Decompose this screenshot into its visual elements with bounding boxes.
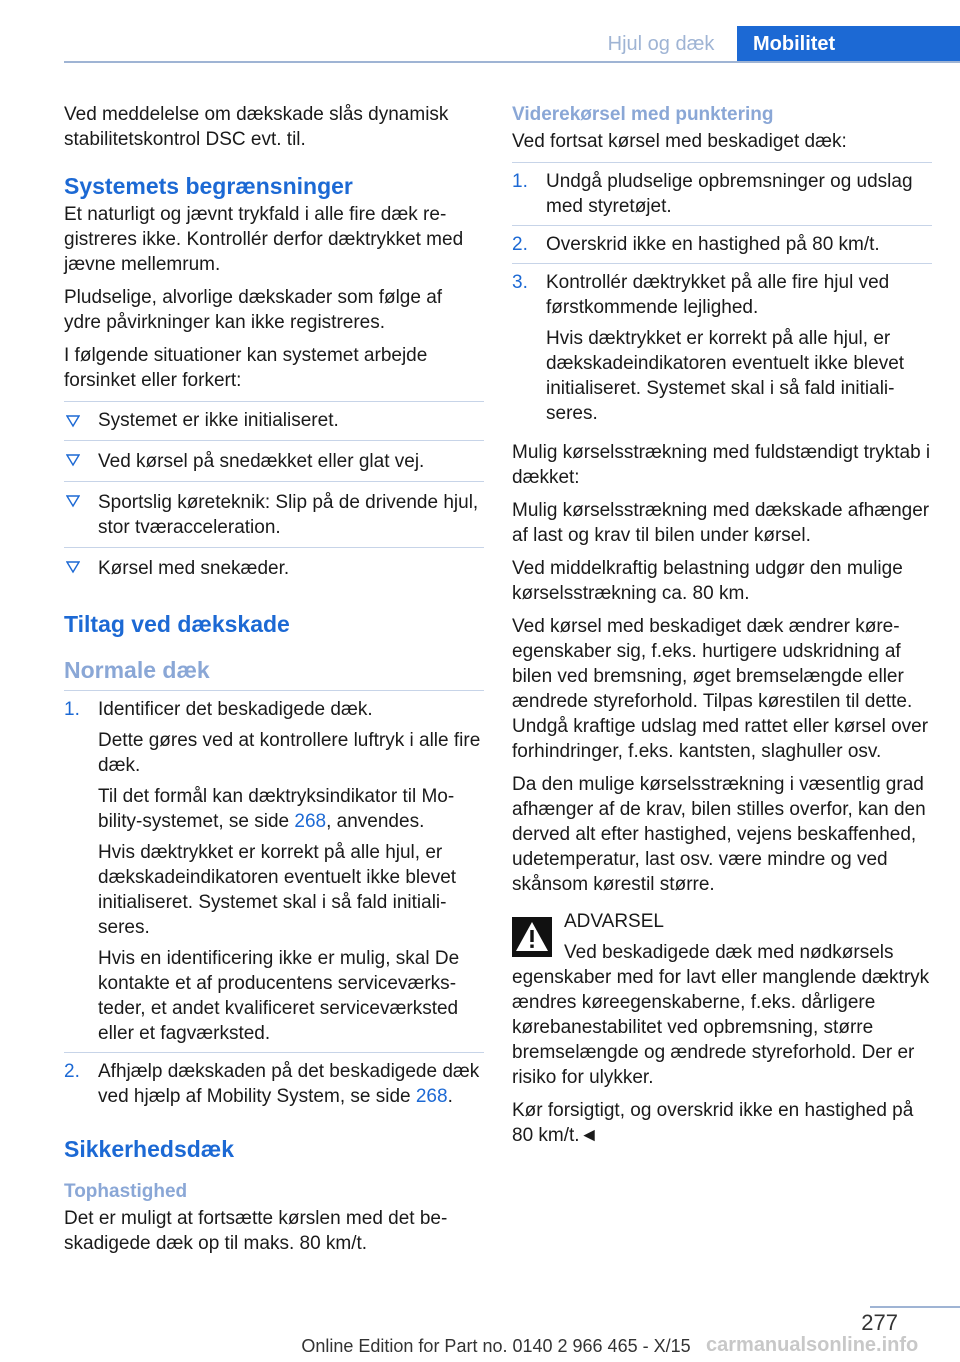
page-link[interactable]: 268 xyxy=(415,1086,448,1107)
handling-paragraph: Ved kørsel med beskadiget dæk ændrer køreegenskaber sig, f.eks. hurtigere udskridning af bilen ved bremsning, øget bremselængde eller ændrede styreforhold. Tilpas kørestilen til dette. Undgå kraftige udslag med rattet eller kørsel over forhindringer, f.eks. kantsten, slaghuller osv. xyxy=(512,616,929,762)
range-paragraph-1: Mulig kørselsstrækning med fuldstændigt tryktab i dækket: xyxy=(512,442,931,488)
step-number: 2. xyxy=(512,234,528,255)
section-tab: Hjul og dæk xyxy=(607,33,715,55)
range-paragraph-2: Mulig kørselsstrækning med dækskade afhænger af last og krav til bilen under kørsel. xyxy=(512,500,930,546)
step-text: Kontrollér dæktrykket på alle fire hjul ved førstkommende lejlighed. xyxy=(546,272,890,318)
warning-text: egenskaber med for lavt eller manglende dæktryk ændres køreegenskaberne, f.eks. dårligere kørebanestabilitet ved opbremsning, større bremselængde og ændrede styreforhold. Der er risiko for ulykker. xyxy=(512,967,930,1088)
list-item xyxy=(64,401,484,440)
step-text: Hvis dæktrykket er korrekt på alle hjul, er dækskadeindikatoren eventuelt ikke blevet initialiseret. Systemet skal i så fald initialiseres. xyxy=(546,328,905,424)
limits-paragraph-3: I følgende situationer kan systemet arbejde forsinket eller forkert: xyxy=(64,345,428,391)
list-item xyxy=(64,690,484,1052)
header-divider xyxy=(64,61,960,63)
page-link[interactable]: 268 xyxy=(294,811,327,832)
warning-text-start: Ved beskadigede dæk med nødkørsels xyxy=(564,942,894,963)
step-text: Identificer det beskadigede dæk. xyxy=(98,699,373,720)
step-number: 3. xyxy=(512,272,528,293)
limits-bullet-list xyxy=(64,401,484,588)
warning-title: ADVARSEL xyxy=(564,911,664,932)
puncture-heading: Viderekørsel med punktering xyxy=(512,104,774,125)
limits-paragraph-1: Et naturligt og jævnt trykfald i alle fire dæk registreres ikke. Kontrollér derfor dæktrykket med jævne mellemrum. xyxy=(64,204,464,275)
list-item xyxy=(64,547,484,588)
triangle-bullet-icon xyxy=(66,450,80,470)
watermark: carmanualsonline.info xyxy=(706,1334,919,1356)
list-item xyxy=(512,162,932,225)
triangle-bullet-icon xyxy=(66,557,80,577)
step-text: Til det formål kan dæktryksindikator til Mobility-systemet, se side 268, anvendes. xyxy=(98,786,455,832)
limits-heading: Systemets begrænsninger xyxy=(64,173,353,199)
bullet-text: Ved kørsel på snedækket eller glat vej. xyxy=(98,451,425,472)
range-paragraph-3: Ved middelkraftig belastning udgør den mulige kørselsstrækning ca. 80 km. xyxy=(512,558,903,604)
puncture-steps xyxy=(512,162,932,432)
limits-paragraph-2: Pludselige, alvorlige dækskader som følge af ydre påvirkninger kan ikke registreres. xyxy=(64,287,443,333)
step-number: 2. xyxy=(64,1061,80,1082)
step-text: Undgå pludselige opbremsninger og udslag med styretøjet. xyxy=(546,171,913,217)
bullet-text: Sportslig køreteknik: Slip på de drivende hjul, stor tværacceleration. xyxy=(98,492,479,538)
list-item xyxy=(64,1052,484,1115)
range-paragraph-4: Da den mulige kørselsstrækning i væsentlig grad afhænger af de krav, bilen stilles overfor, kan den derved alt efter hastighed, vejens beskaffenhed, udetemperatur, last osv. være mindre og ved skånsom kørestil større. xyxy=(512,774,926,895)
step-text: Afhjælp dækskaden på det beskadigede dæk ved hjælp af Mobility System, se side 268. xyxy=(98,1061,480,1107)
left-column xyxy=(64,102,484,1264)
intro-paragraph: Ved meddelelse om dækskade slås dynamisk stabilitetskontrol DSC evt. til. xyxy=(64,104,449,150)
step-text: Hvis dæktrykket er korrekt på alle hjul, er dækskadeindikatoren eventuelt ikke blevet initialiseret. Systemet skal i så fald initialiseres. xyxy=(98,842,457,938)
step-text: Hvis en identificering ikke er mulig, skal De kontakte et af producentens serviceværksteder, et andet kvalificeret serviceværksted eller et fagværksted. xyxy=(98,948,460,1044)
triangle-bullet-icon xyxy=(66,411,80,431)
right-column xyxy=(512,102,932,1156)
triangle-bullet-icon xyxy=(66,491,80,511)
list-item xyxy=(64,481,484,547)
bullet-text: Systemet er ikke initialiseret. xyxy=(98,410,339,431)
list-item xyxy=(512,263,932,432)
safety-tires-heading: Sikkerhedsdæk xyxy=(64,1136,235,1162)
page-header xyxy=(0,0,960,62)
list-item xyxy=(64,440,484,481)
top-speed-paragraph: Det er muligt at fortsætte kørslen med det beskadigede dæk op til maks. 80 km/t. xyxy=(64,1208,448,1254)
puncture-intro: Ved fortsat kørsel med beskadiget dæk: xyxy=(512,131,847,152)
page-number: 277 xyxy=(861,1310,898,1335)
warning-closing: Kør forsigtigt, og overskrid ikke en hastighed på 80 km/t.◄ xyxy=(512,1100,914,1146)
step-text: Dette gøres ved at kontrollere luftryk i alle fire dæk. xyxy=(98,730,481,776)
step-number: 1. xyxy=(64,699,80,720)
normal-tires-heading: Normale dæk xyxy=(64,657,210,683)
bullet-text: Kørsel med snekæder. xyxy=(98,558,290,579)
normal-tires-steps xyxy=(64,690,484,1115)
list-item xyxy=(512,225,932,263)
step-number: 1. xyxy=(512,171,528,192)
chapter-tab: Mobilitet xyxy=(737,26,960,62)
step-text: Overskrid ikke en hastighed på 80 km/t. xyxy=(546,234,880,255)
warning-icon xyxy=(512,917,552,957)
footer-divider xyxy=(870,1306,960,1308)
edition-note: Online Edition for Part no. 0140 2 966 465 - X/15 xyxy=(301,1336,691,1356)
warning-box xyxy=(512,905,932,1148)
measures-heading: Tiltag ved dækskade xyxy=(64,611,290,637)
top-speed-heading: Tophastighed xyxy=(64,1181,188,1202)
